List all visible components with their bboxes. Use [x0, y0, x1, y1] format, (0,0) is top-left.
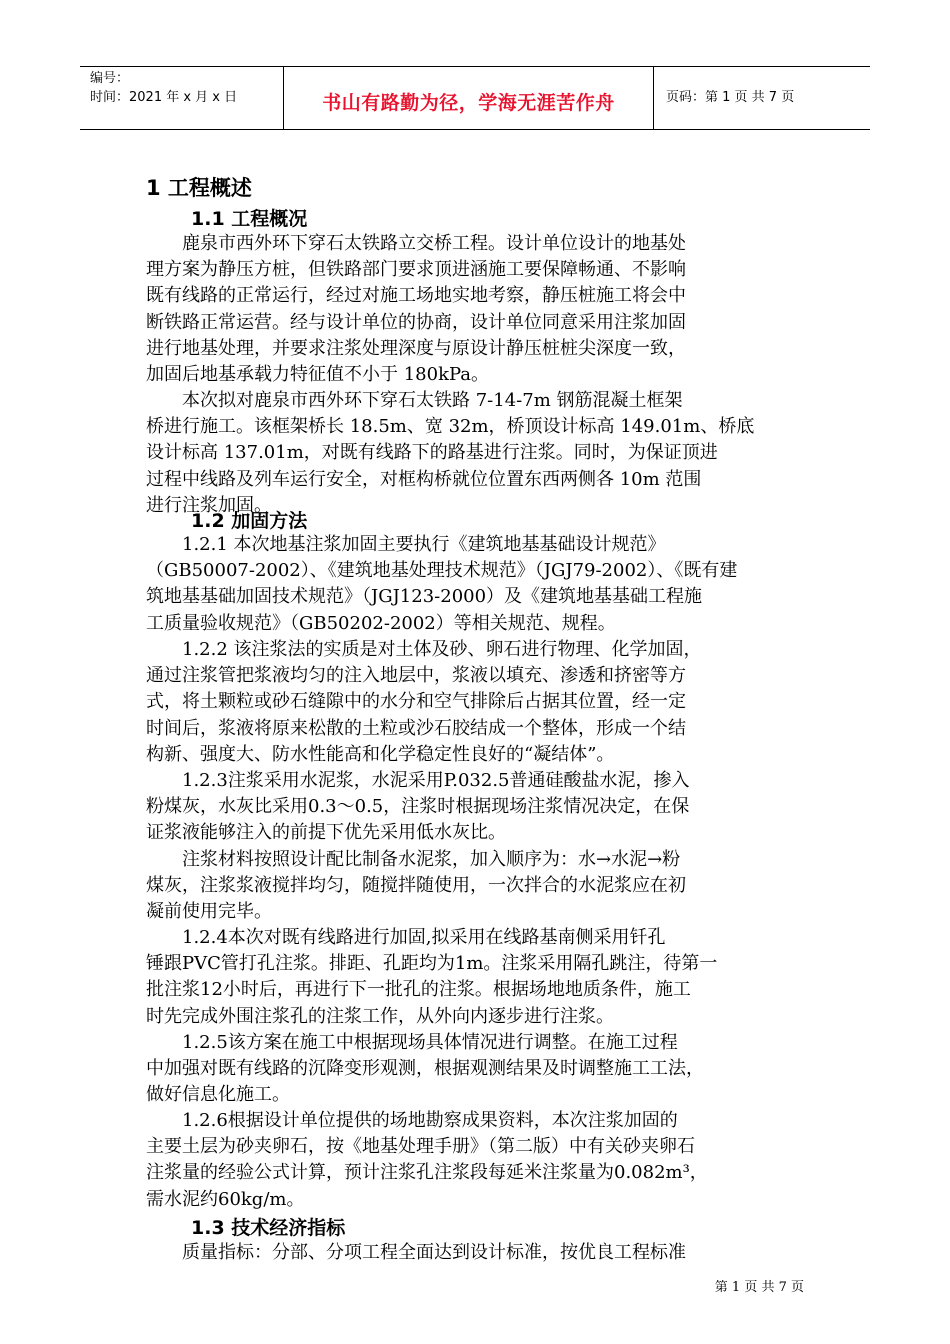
paragraph-1-2-4	[146, 925, 806, 1030]
text-line: 需水泥约60kg/m。	[146, 1188, 305, 1210]
paragraph-material	[146, 847, 806, 926]
text-line: 1.2.1 本次地基注浆加固主要执行《建筑地基基础设计规范》	[146, 534, 666, 555]
text-line: 1.2.3注浆采用水泥浆，水泥采用P.032.5普通硅酸盐水泥，掺入	[146, 770, 690, 791]
text-line: 1.2.2 该注浆法的实质是对土体及砂、卵石进行物理、化学加固，	[146, 639, 702, 660]
text-line: （GB50007-2002）、《建筑地基处理技术规范》（JGJ79-2002）、《既有建	[146, 560, 738, 582]
number-label: 编号：	[90, 71, 130, 86]
paragraph-1-2-1	[146, 532, 806, 637]
text-line: 鹿泉市西外环下穿石太铁路立交桥工程。设计单位设计的地基处	[146, 233, 686, 254]
text-line: 时间后，浆液将原来松散的土粒或沙石胶结成一个整体，形成一个结	[146, 717, 686, 739]
text-line: 主要土层为砂夹卵石，按《地基处理手册》（第二版）中有关砂夹卵石	[146, 1136, 695, 1158]
paragraph-bridge	[146, 388, 806, 519]
text-line: 断铁路正常运营。经与设计单位的协商，设计单位同意采用注浆加固	[146, 311, 686, 333]
text-line: 1.2.4本次对既有线路进行加固,拟采用在线路基南侧采用钎孔	[146, 927, 666, 948]
date-label: 时间：2021 年 x 月 x 日	[90, 90, 238, 105]
text-line: 煤灰，注浆浆液搅拌均匀，随搅拌随使用，一次拌合的水泥浆应在初	[146, 875, 686, 897]
header-page-cell	[654, 67, 870, 129]
paragraph-1-2-2	[146, 637, 806, 768]
text-line: 注浆量的经验公式计算，预计注浆孔注浆段每延米注浆量为0.082m³，	[146, 1162, 708, 1184]
paragraph-1-2-6	[146, 1108, 806, 1213]
header-meta-cell	[80, 67, 284, 129]
text-line: 时先完成外围注浆孔的注浆工作，从外向内逐步进行注浆。	[146, 1005, 614, 1027]
paragraph-1-2-3	[146, 768, 806, 847]
text-line: 式，将土颗粒或砂石缝隙中的水分和空气排除后占据其位置，经一定	[146, 691, 686, 713]
text-line: 粉煤灰，水灰比采用0.3～0.5，注浆时根据现场注浆情况决定，在保	[146, 796, 690, 818]
header-motto-cell	[284, 67, 654, 129]
motto-text: 书山有路勤为径，学海无涯苦作舟	[322, 92, 615, 114]
text-line: 证浆液能够注入的前提下优先采用低水灰比。	[146, 822, 506, 844]
subsection-title-1-2: 1.2 加固方法	[191, 510, 308, 532]
text-line: 加固后地基承载力特征值不小于 180kPa。	[146, 364, 490, 386]
subsection-title-1-1: 1.1 工程概况	[191, 208, 308, 230]
text-line: 批注浆12小时后，再进行下一批孔的注浆。根据场地地质条件，施工	[146, 979, 691, 1001]
text-line: 注浆材料按照设计配比制备水泥浆，加入顺序为：水→水泥→粉	[146, 849, 681, 870]
text-line: 凝前使用完毕。	[146, 901, 272, 923]
text-line: 筑地基基础加固技术规范》（JGJ123-2000）及《建筑地基基础工程施	[146, 586, 703, 608]
text-line: 通过注浆管把浆液均匀的注入地层中，浆液以填充、渗透和挤密等方	[146, 665, 686, 687]
footer-page-label: 第 1 页 共 7 页	[714, 1280, 804, 1295]
text-line: 工质量验收规范》（GB50202-2002）等相关规范、规程。	[146, 612, 616, 634]
text-line: 进行地基处理，并要求注浆处理深度与原设计静压桩桩尖深度一致，	[146, 337, 686, 359]
paragraph-1-2-5	[146, 1030, 806, 1109]
text-line: 锤跟PVC管打孔注浆。排距、孔距均为1m。注浆采用隔孔跳注，待第一	[146, 953, 718, 975]
text-line: 质量指标：分部、分项工程全面达到设计标准，按优良工程标准	[146, 1242, 686, 1263]
subsection-title-1-3: 1.3 技术经济指标	[191, 1217, 346, 1239]
text-line: 1.2.6根据设计单位提供的场地勘察成果资料，本次注浆加固的	[146, 1110, 678, 1131]
text-line: 1.2.5该方案在施工中根据现场具体情况进行调整。在施工过程	[146, 1032, 678, 1053]
text-line: 既有线路的正常运行，经过对施工场地实地考察，静压桩施工将会中	[146, 285, 686, 307]
text-line: 本次拟对鹿泉市西外环下穿石太铁路 7-14-7m 钢筋混凝土框架	[146, 390, 683, 411]
text-line: 过程中线路及列车运行安全，对框构桥就位位置东西两侧各 10m 范围	[146, 468, 702, 490]
paragraph-quality	[146, 1240, 806, 1266]
section-title: 1 工程概述	[146, 176, 252, 200]
text-line: 桥进行施工。该框架桥长 18.5m、宽 32m，桥顶设计标高 149.01m、桥底	[146, 416, 755, 438]
paragraph-overview	[146, 231, 806, 388]
text-line: 构新、强度大、防水性能高和化学稳定性良好的“凝结体”。	[146, 743, 615, 765]
page-header	[80, 66, 870, 130]
text-line: 做好信息化施工。	[146, 1084, 290, 1106]
text-line: 设计标高 137.01m，对既有线路下的路基进行注浆。同时，为保证顶进	[146, 442, 718, 464]
text-line: 中加强对既有线路的沉降变形观测，根据观测结果及时调整施工工法，	[146, 1058, 704, 1080]
text-line: 理方案为静压方桩，但铁路部门要求顶进涵施工要保障畅通、不影响	[146, 259, 686, 281]
text-line: 进行注浆加固。	[146, 494, 272, 516]
header-page-label: 页码：第 1 页 共 7 页	[666, 90, 795, 105]
